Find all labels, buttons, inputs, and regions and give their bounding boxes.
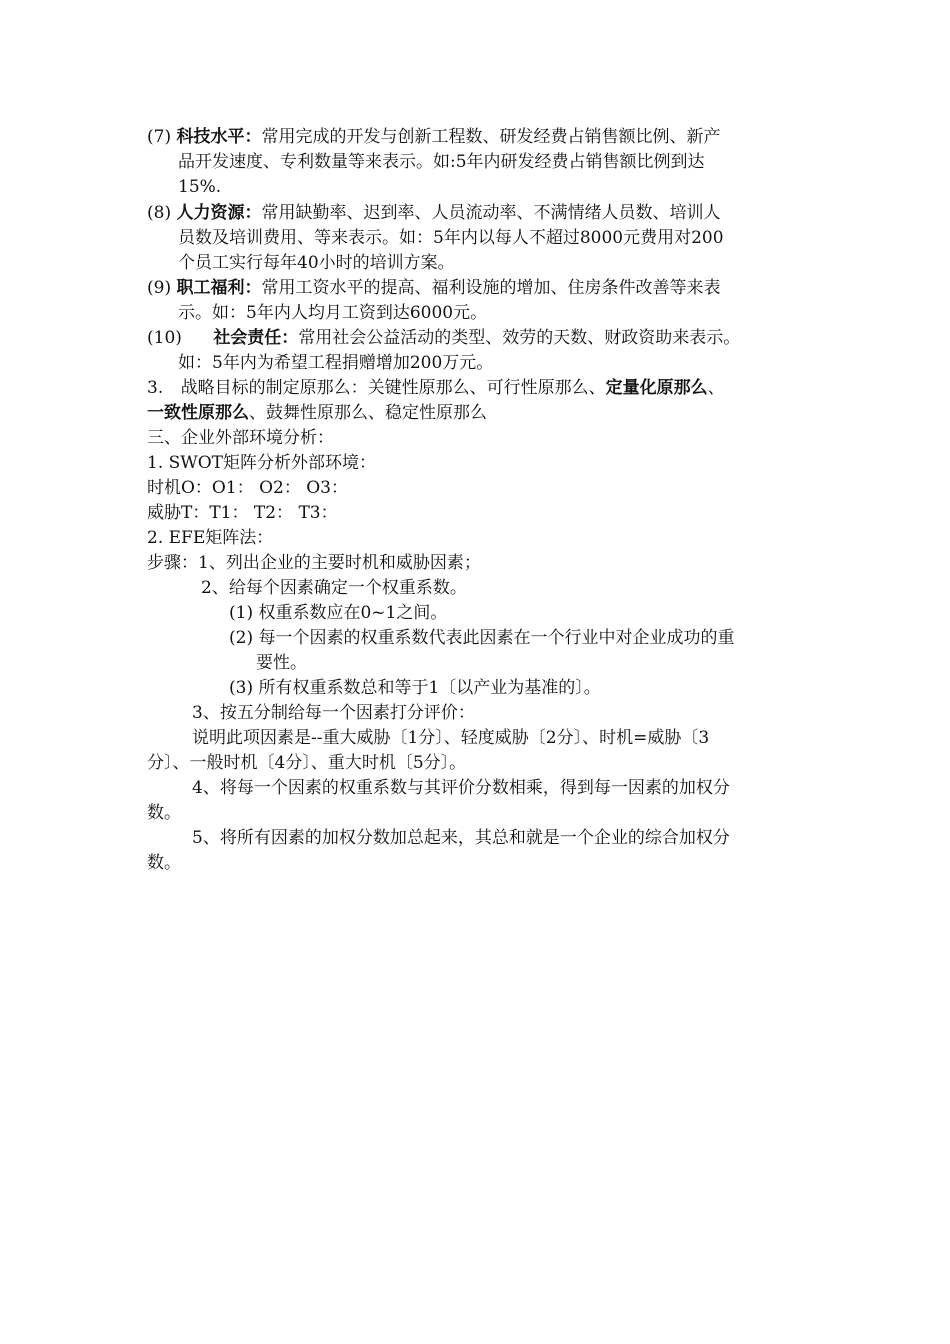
principles-bold-1: 定量化原那么 <box>605 378 708 398</box>
item-7-title: 科技水平： <box>176 127 262 147</box>
step-5-line-2: 数。 <box>147 853 181 873</box>
item-8-line-1 <box>147 201 721 225</box>
threat-line: 威胁T：T1： T2： T3： <box>147 503 338 523</box>
efe-line: 2. EFE矩阵法： <box>147 528 274 548</box>
item-10-title: 社会责任： <box>213 328 299 348</box>
swot-line: 1. SWOT矩阵分析外部环境： <box>147 453 377 473</box>
step-3-note-line-1: 说明此项因素是--重大威胁〔1分〕、轻度威胁〔2分〕、时机=威胁〔3 <box>192 728 710 748</box>
item-7-text-3: 15%. <box>178 177 222 197</box>
item-9-text-2: 示。如：5年内人均月工资到达6000元。 <box>178 303 488 323</box>
principles-bold-2: 一致性原那么 <box>147 403 249 423</box>
item-10-line-1 <box>147 326 740 350</box>
item-9-text-1: 常用工资水平的提高、福利设施的增加、住房条件改善等来表 <box>261 278 721 298</box>
item-7-number: (7) <box>147 127 172 147</box>
step-4-line-1: 4、将每一个因素的权重系数与其评价分数相乘，得到每一因素的加权分 <box>192 778 730 798</box>
item-7-text-2: 品开发速度、专利数量等来表示。如:5年内研发经费占销售额比例到达 <box>178 152 705 172</box>
section-heading: 三、企业外部环境分析： <box>147 428 334 448</box>
item-8-title: 人力资源： <box>176 203 262 223</box>
step-2-sub-2-line-2: 要性。 <box>256 653 307 673</box>
step-2-sub-1: (1) 权重系数应在0~1之间。 <box>229 603 448 623</box>
item-7-text-1: 常用完成的开发与创新工程数、研发经费占销售额比例、新产 <box>261 127 721 147</box>
step-2-sub-2-line-1: (2) 每一个因素的权重系数代表此因素在一个行业中对企业成功的重 <box>229 628 735 648</box>
item-8-text-3: 个员工实行每年40小时的培训方案。 <box>178 253 455 273</box>
step-4-line-2: 数。 <box>147 803 181 823</box>
item-8-text-1: 常用缺勤率、迟到率、人员流动率、不满情绪人员数、培训人 <box>261 203 721 223</box>
step-2: 2、给每个因素确定一个权重系数。 <box>201 578 467 598</box>
opportunity-line: 时机O：O1： O2： O3： <box>147 478 349 498</box>
item-7-line-1 <box>147 125 721 149</box>
principles-separator: 、 <box>707 378 725 398</box>
principles-number: 3. <box>147 378 164 398</box>
item-9-number: (9) <box>147 278 172 298</box>
item-8-text-2: 员数及培训费用、等来表示。如：5年内以每人不超过8000元费用对200 <box>178 228 724 248</box>
step-3-note-line-2: 分〕、一般时机〔4分〕、重大时机〔5分〕。 <box>147 753 467 773</box>
principles-line-1 <box>147 376 725 400</box>
step-5-line-1: 5、将所有因素的加权分数加总起来，其总和就是一个企业的综合加权分 <box>192 828 730 848</box>
step-3: 3、按五分制给每一个因素打分评价： <box>192 703 475 723</box>
principles-text-1: 战略目标的制定原那么：关键性原那么、可行性原那么、 <box>180 378 606 398</box>
principles-line-2 <box>147 401 487 425</box>
step-2-sub-3: (3) 所有权重系数总和等于1〔以产业为基准的〕。 <box>229 678 601 698</box>
step-1: 步骤：1、列出企业的主要时机和威胁因素； <box>147 553 481 573</box>
item-10-text-2: 如：5年内为希望工程捐赠增加200万元。 <box>178 353 494 373</box>
item-8-number: (8) <box>147 203 172 223</box>
item-9-line-1 <box>147 276 721 300</box>
item-9-title: 职工福利： <box>176 278 262 298</box>
item-10-number: (10) <box>147 328 182 348</box>
principles-text-2: 、鼓舞性原那么、稳定性原那么 <box>249 403 487 423</box>
item-10-text-1: 常用社会公益活动的类型、效劳的天数、财政资助来表示。 <box>298 328 741 348</box>
